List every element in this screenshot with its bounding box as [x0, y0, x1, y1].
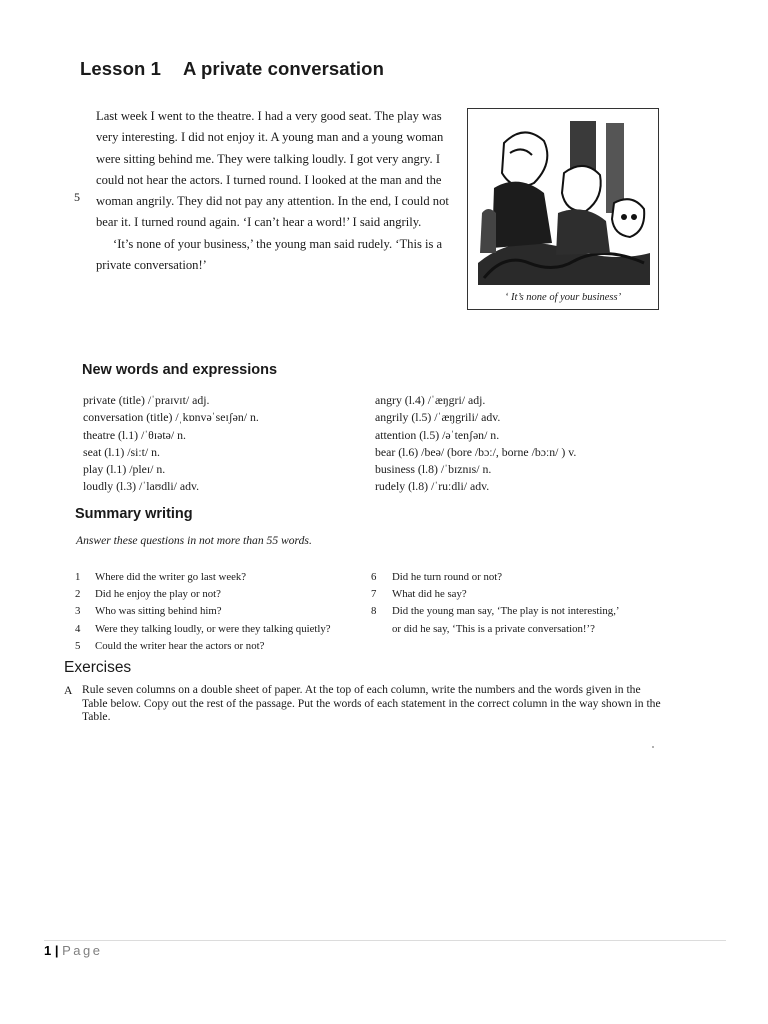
exercises-heading: Exercises	[64, 659, 132, 676]
question-number: 5	[75, 639, 81, 652]
illustration-frame	[467, 108, 659, 310]
footer-separator: |	[54, 943, 59, 958]
question-number: 8	[371, 605, 377, 618]
question-text: Where did the writer go last week?	[95, 571, 247, 583]
new-words-heading: New words and expressions	[82, 362, 278, 378]
question-number: 4	[75, 622, 81, 635]
vocab-entry: business (l.8) /ˈbɪznɪs/ n.	[375, 462, 492, 477]
reading-passage	[96, 106, 456, 276]
question-item	[75, 569, 331, 586]
question-item	[75, 603, 331, 620]
page-number: 1	[44, 943, 52, 958]
question-text: Who was sitting behind him?	[95, 605, 222, 618]
question-item	[371, 603, 620, 620]
footer-page-label: Page	[62, 943, 103, 958]
scan-speck	[652, 746, 654, 748]
vocab-entry: conversation (title) /ˌkɒnvəˈseɪʃən/ n.	[83, 410, 259, 425]
question-text: Did he enjoy the play or not?	[95, 588, 221, 601]
vocab-entry: angrily (l.5) /ˈæŋgrili/ adv.	[375, 410, 501, 425]
vocab-entry: theatre (l.1) /ˈθɪətə/ n.	[83, 427, 186, 442]
question-text: What did he say?	[392, 588, 467, 601]
questions-column-right	[371, 569, 620, 638]
question-item	[371, 621, 620, 638]
question-item	[75, 638, 331, 655]
question-text: Were they talking loudly, or were they talking quietly?	[95, 622, 331, 635]
vocab-entry: loudly (l.3) /ˈlaʊdli/ adv.	[83, 479, 200, 494]
vocabulary-column-left	[83, 392, 259, 496]
lesson-heading	[80, 58, 384, 80]
question-item	[371, 569, 620, 586]
exercise-text: Rule seven columns on a double sheet of paper. At the top of each column, write the numbers and the words given in the Table below. Copy out the rest of the passage. Put the words of each statement in the correct column in the way shown in the Table.	[82, 683, 661, 724]
question-number: 3	[75, 605, 81, 618]
question-number: 7	[371, 588, 377, 601]
question-text: Did he turn round or not?	[392, 571, 503, 583]
vocab-entry: private (title) /ˈpraɪvɪt/ adj.	[83, 393, 210, 407]
vocab-entry: rudely (l.8) /ˈruːdli/ adv.	[375, 479, 490, 494]
theatre-cartoon-illustration	[474, 113, 652, 285]
page-footer	[44, 943, 103, 958]
footer-rule	[44, 940, 726, 941]
question-number: 6	[371, 571, 377, 583]
vocab-entry: attention (l.5) /əˈtenʃən/ n.	[375, 427, 500, 442]
question-item	[371, 586, 620, 603]
questions-column-left	[75, 569, 331, 655]
summary-writing-heading: Summary writing	[75, 506, 193, 522]
question-item	[75, 586, 331, 603]
line-number-marker: 5	[74, 190, 80, 204]
vocabulary-column-right	[375, 392, 576, 496]
vocab-entry: bear (l.6) /beə/ (bore /bɔː/, borne /bɔːn/ ) v.	[375, 444, 577, 459]
vocab-entry: play (l.1) /pleɪ/ n.	[83, 462, 166, 477]
question-item	[75, 621, 331, 638]
vocab-entry: angry (l.4) /ˈæŋgri/ adj.	[375, 393, 486, 407]
lesson-title: A private conversation	[183, 58, 384, 79]
question-text: Could the writer hear the actors or not?	[95, 639, 265, 652]
illustration-caption: ‘ It’s none of your business’	[504, 292, 622, 303]
exercise-label: A	[64, 684, 73, 697]
vocab-entry: seat (l.1) /siːt/ n.	[83, 444, 160, 459]
question-text: or did he say, ‘This is a private conversation!’?	[392, 622, 595, 635]
passage-paragraph-1: Last week I went to the theatre. I had a very good seat. The play was very interesting. I did not enjoy it. A young man and a young woman were sitting behind me. They were talking loudly. I got very angry. I could not hear the actors. I turned round. I looked at the man and the woman angrily. They did not pay any attention. In the end, I could not bear it. I turned round again. ‘I can’t hear a word!’ I said angrily.	[96, 109, 449, 230]
question-number: 2	[75, 588, 81, 601]
question-text: Did the young man say, ‘The play is not interesting,’	[392, 605, 620, 618]
summary-instruction: Answer these questions in not more than 55 words.	[76, 534, 312, 547]
passage-paragraph-2: ‘It’s none of your business,’ the young man said rudely. ‘This is a private conversation!’	[96, 236, 443, 273]
question-number: 1	[75, 571, 81, 583]
lesson-number: Lesson 1	[80, 58, 161, 79]
